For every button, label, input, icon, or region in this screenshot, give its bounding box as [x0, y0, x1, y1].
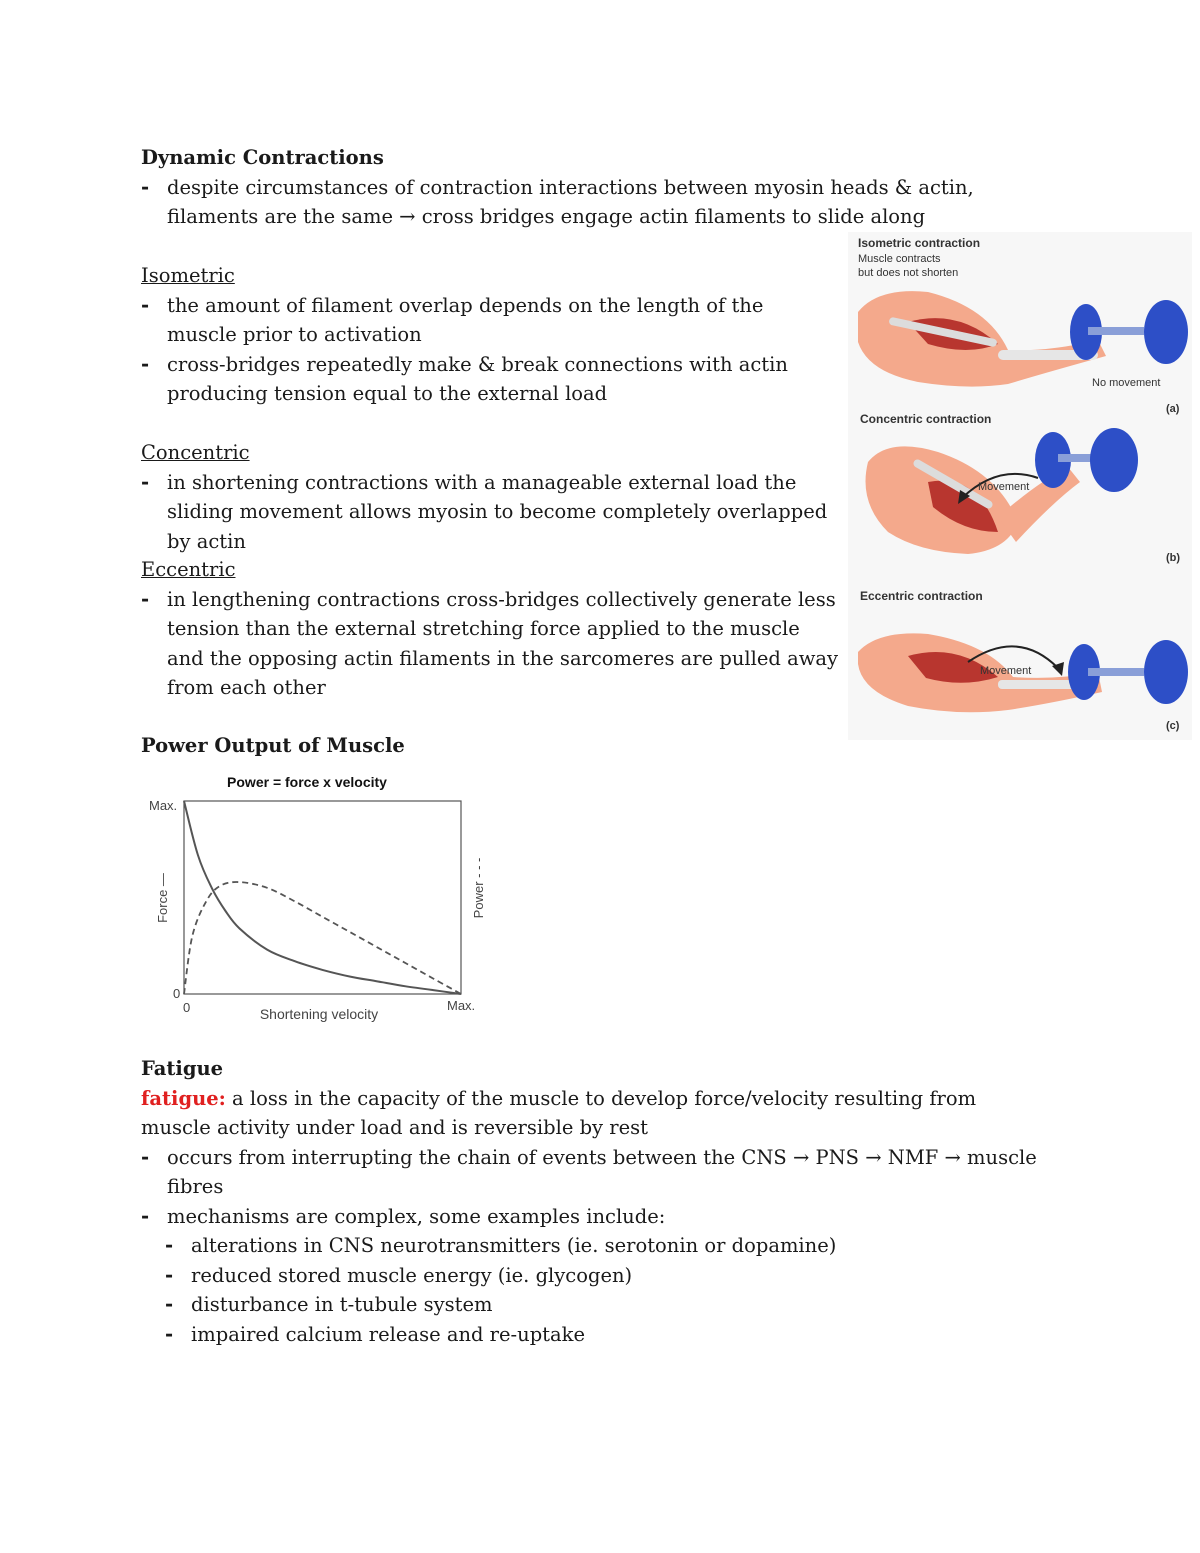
list-item: - alterations in CNS neurotransmitters (ie. serotonin or dopamine): [165, 1231, 1041, 1261]
chart-title: Power = force x velocity: [227, 774, 387, 790]
figure-b-label: (b): [1166, 552, 1181, 564]
figure-c-label: (c): [1166, 720, 1180, 732]
list-item: - despite circumstances of contraction interactions between myosin heads & actin, filaments are the same → cross bridges engage actin filaments to slide along: [141, 173, 1061, 232]
fatigue-term: fatigue:: [141, 1086, 226, 1110]
arm-a-icon: [858, 291, 1188, 386]
figure-b-move: Movement: [978, 481, 1030, 493]
dynamic-heading: Dynamic Contractions: [141, 146, 384, 169]
power-chart-svg: [141, 770, 501, 1028]
y-axis-label-right: Power - - -: [471, 857, 486, 919]
chart-frame: [184, 801, 461, 994]
figure-a-note: No movement: [1092, 377, 1161, 389]
power-heading: Power Output of Muscle: [141, 734, 405, 757]
list-item: - impaired calcium release and re-uptake: [165, 1320, 1041, 1350]
list-item: - in lengthening contractions cross-bridges collectively generate less tension than the external stretching force applied to the muscle and the opposing actin filaments in the sarcomeres are pulled away from each other: [141, 585, 841, 703]
isometric-section: [141, 261, 831, 409]
list-item: - reduced stored muscle energy (ie. glycogen): [165, 1261, 1041, 1291]
power-chart: [141, 770, 501, 1028]
power-series-line: [184, 882, 461, 994]
concentric-heading: Concentric: [141, 441, 250, 464]
fatigue-list: [141, 1143, 1041, 1350]
isometric-list: [141, 291, 831, 409]
figure-b-title: Concentric contraction: [860, 412, 992, 426]
contraction-illustration: [848, 232, 1192, 740]
x-tick-max: Max.: [447, 998, 476, 1013]
eccentric-section: [141, 555, 841, 703]
concentric-section: [141, 438, 841, 556]
list-item: - the amount of filament overlap depends on the length of the muscle prior to activation: [141, 291, 831, 350]
figure-a-sub2: but does not shorten: [858, 267, 959, 279]
list-item: - in shortening contractions with a manageable external load the sliding movement allows myosin to become completely overlapped by actin: [141, 468, 841, 557]
dynamic-list: [141, 173, 1061, 232]
x-axis-label: Shortening velocity: [259, 1006, 379, 1022]
contraction-figure: [848, 232, 1192, 740]
figure-c-move: Movement: [980, 665, 1032, 677]
y-tick-zero: 0: [173, 986, 181, 1001]
fatigue-definition: [141, 1084, 1041, 1143]
dynamic-section: [141, 143, 1061, 232]
concentric-list: [141, 468, 841, 557]
isometric-heading: Isometric: [141, 264, 235, 287]
figure-a-title: Isometric contraction: [858, 236, 981, 250]
fatigue-section: [141, 1054, 1041, 1349]
list-item: - disturbance in t-tubule system: [165, 1290, 1041, 1320]
eccentric-heading: Eccentric: [141, 558, 236, 581]
y-tick-max: Max.: [149, 798, 178, 813]
force-series-line: [184, 801, 461, 994]
fatigue-heading: Fatigue: [141, 1057, 224, 1080]
eccentric-list: [141, 585, 841, 703]
list-item: [141, 1202, 1041, 1350]
figure-a-sub1: Muscle contracts: [858, 253, 941, 265]
fatigue-examples-list: [165, 1231, 1041, 1349]
list-item-text: mechanisms are complex, some examples include:: [167, 1204, 666, 1228]
figure-a-label: (a): [1166, 403, 1180, 415]
x-tick-zero: 0: [183, 1000, 191, 1015]
y-axis-label-left: Force —: [155, 873, 170, 923]
list-item: - cross-bridges repeatedly make & break connections with actin producing tension equal to the external load: [141, 350, 831, 409]
fatigue-definition-text: a loss in the capacity of the muscle to develop force/velocity resulting from muscle activity under load and is reversible by rest: [141, 1086, 977, 1139]
list-item: - occurs from interrupting the chain of events between the CNS → PNS → NMF → muscle fibres: [141, 1143, 1041, 1202]
figure-c-title: Eccentric contraction: [860, 589, 983, 603]
